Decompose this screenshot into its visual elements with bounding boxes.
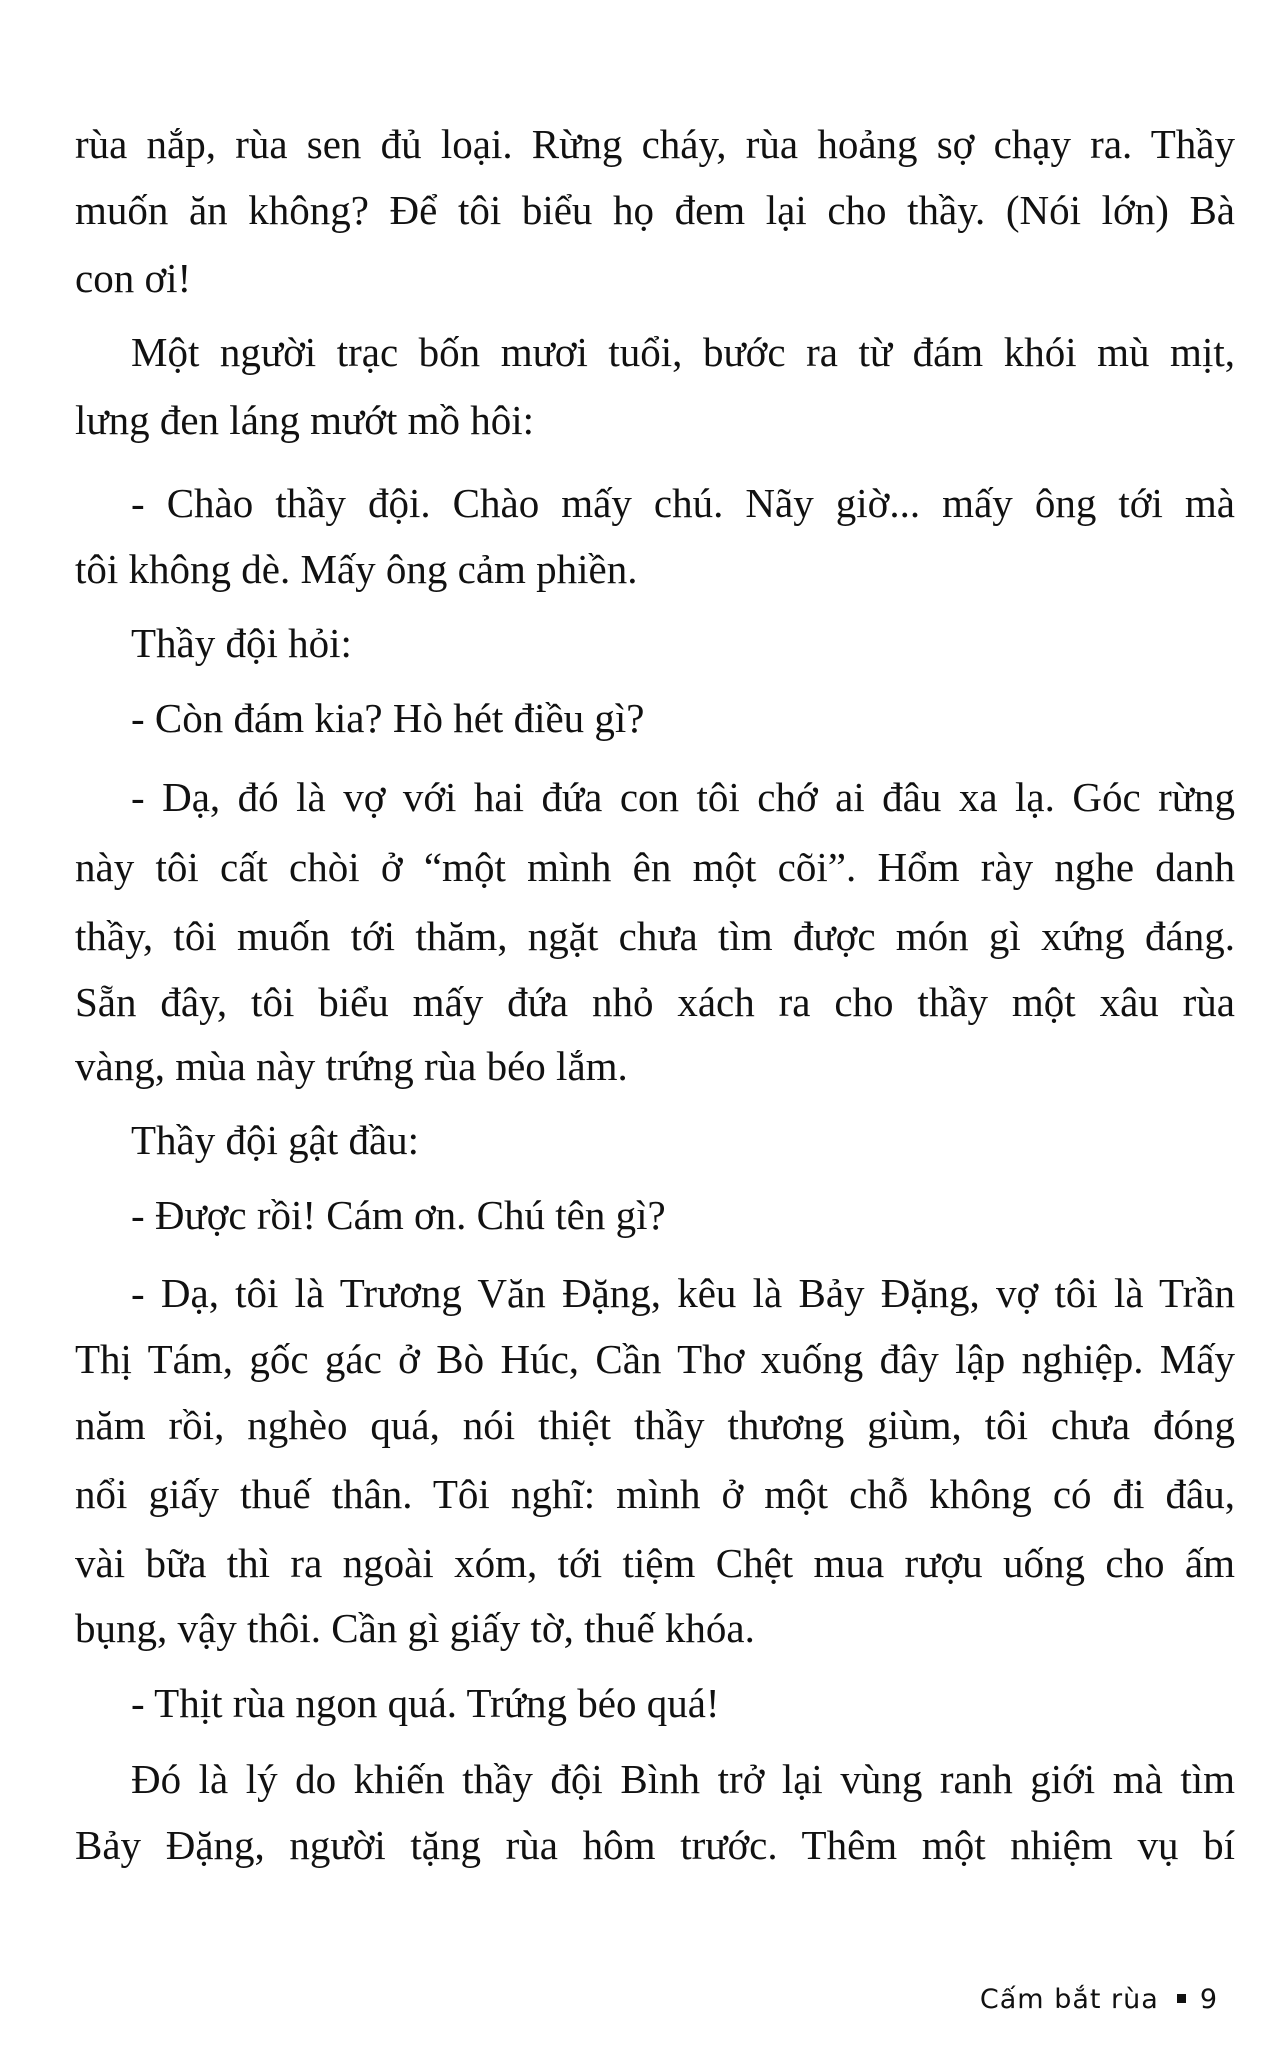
text-line: Một người trạc bốn mươi tuổi, bước ra từ đám khói mù mịt, xyxy=(131,329,1235,375)
text-line: - Còn đám kia? Hò hét điều gì? xyxy=(131,695,645,741)
text-line: - Dạ, tôi là Trương Văn Đặng, kêu là Bảy Đặng, vợ tôi là Trần xyxy=(131,1270,1235,1316)
text-line: - Được rồi! Cám ơn. Chú tên gì? xyxy=(131,1192,666,1238)
page-number: 9 xyxy=(1199,1984,1218,2015)
text-line: con ơi! xyxy=(75,255,192,301)
text-line: thầy, tôi muốn tới thăm, ngặt chưa tìm được món gì xứng đáng. xyxy=(75,913,1235,959)
text-line: tôi không dè. Mấy ông cảm phiền. xyxy=(75,546,638,592)
text-line: nổi giấy thuế thân. Tôi nghĩ: mình ở một chỗ không có đi đâu, xyxy=(75,1471,1235,1517)
text-line: này tôi cất chòi ở “một mình ên một cõi”. Hổm rày nghe danh xyxy=(75,844,1235,890)
text-line: Thị Tám, gốc gác ở Bò Húc, Cần Thơ xuống đây lập nghiệp. Mấy xyxy=(75,1336,1235,1382)
text-line: - Dạ, đó là vợ với hai đứa con tôi chớ ai đâu xa lạ. Góc rừng xyxy=(131,774,1235,820)
bullet-separator-icon xyxy=(1177,1994,1186,2003)
text-line: rùa nắp, rùa sen đủ loại. Rừng cháy, rùa hoảng sợ chạy ra. Thầy xyxy=(75,121,1235,167)
text-line: lưng đen láng mướt mồ hôi: xyxy=(75,397,535,443)
page-footer xyxy=(980,1984,1218,2015)
text-line: Sẵn đây, tôi biểu mấy đứa nhỏ xách ra cho thầy một xâu rùa xyxy=(75,979,1235,1025)
text-line: bụng, vậy thôi. Cần gì giấy tờ, thuế khóa. xyxy=(75,1605,755,1651)
text-line: Đó là lý do khiến thầy đội Bình trở lại vùng ranh giới mà tìm xyxy=(131,1756,1235,1802)
text-line: Thầy đội hỏi: xyxy=(131,620,352,666)
text-line: năm rồi, nghèo quá, nói thiệt thầy thương giùm, tôi chưa đóng xyxy=(75,1402,1235,1448)
text-line: Bảy Đặng, người tặng rùa hôm trước. Thêm một nhiệm vụ bí xyxy=(75,1822,1235,1868)
text-line: vài bữa thì ra ngoài xóm, tới tiệm Chệt mua rượu uống cho ấm xyxy=(75,1540,1235,1586)
text-line: - Thịt rùa ngon quá. Trứng béo quá! xyxy=(131,1680,720,1726)
running-title: Cấm bắt rùa xyxy=(979,1984,1159,2015)
text-line: muốn ăn không? Để tôi biểu họ đem lại cho thầy. (Nói lớn) Bà xyxy=(75,187,1235,233)
text-line: Thầy đội gật đầu: xyxy=(131,1117,420,1163)
text-line: - Chào thầy đội. Chào mấy chú. Nãy giờ... mấy ông tới mà xyxy=(131,480,1235,526)
text-line: vàng, mùa này trứng rùa béo lắm. xyxy=(75,1043,628,1089)
